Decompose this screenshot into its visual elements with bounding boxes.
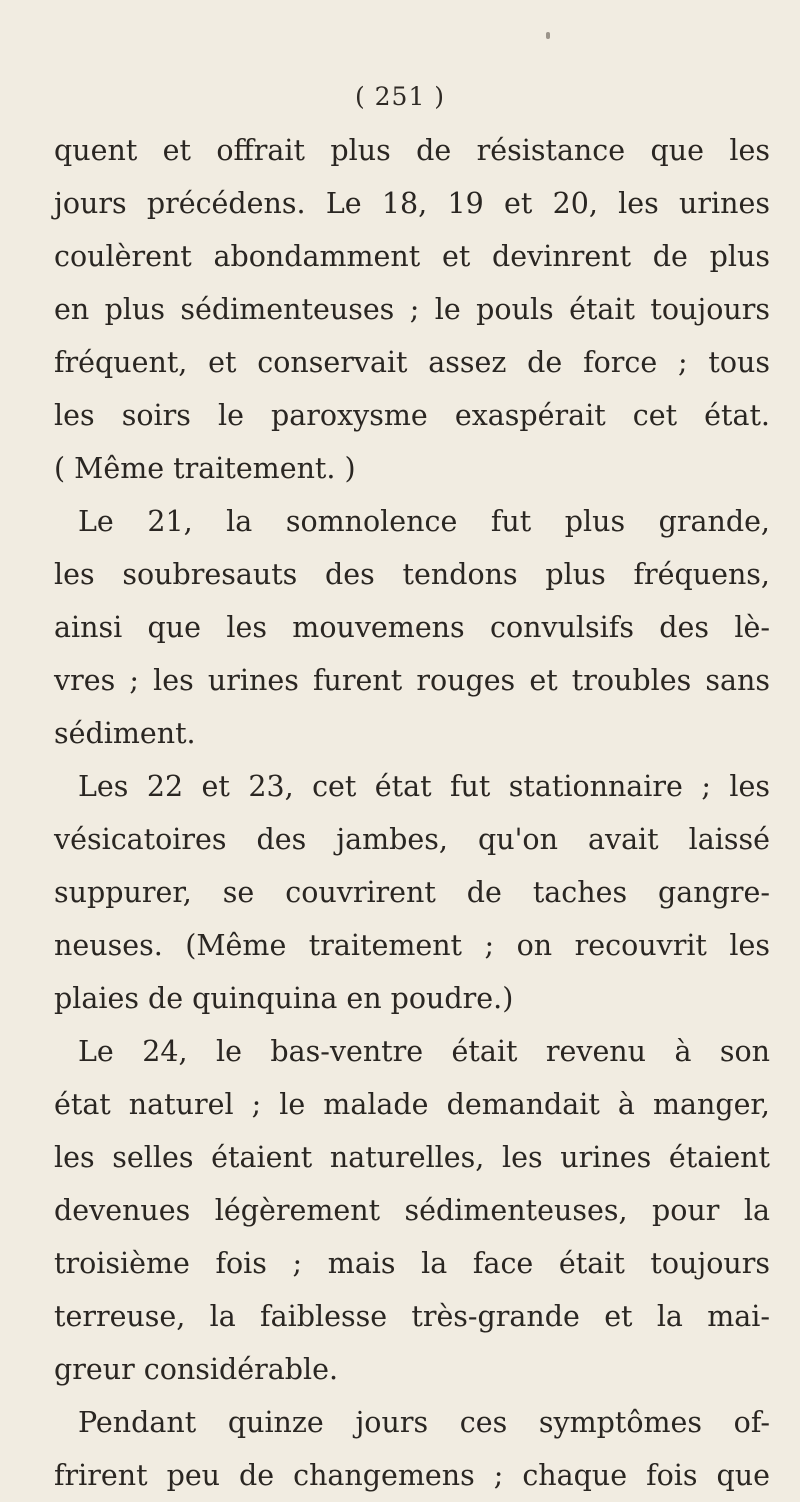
text-line: Le 24, le bas-ventre était revenu à son: [78, 1035, 770, 1068]
text-line: ainsi que les mouvemens convulsifs des lè-: [54, 611, 770, 644]
text-line: neuses. (Même traitement ; on recouvrit les: [54, 929, 770, 962]
text-line: vres ; les urines furent rouges et troubles sans: [54, 664, 770, 697]
body-text: [54, 124, 770, 1502]
text-line: les soirs le paroxysme exaspérait cet état.: [54, 399, 770, 432]
text-line: fréquent, et conservait assez de force ; tous: [54, 346, 770, 379]
text-line: Les 22 et 23, cet état fut stationnaire ; les: [78, 770, 770, 803]
text-line: en plus sédimenteuses ; le pouls était toujours: [54, 293, 770, 326]
text-line: greur considérable.: [54, 1353, 338, 1386]
text-line: frirent peu de changemens ; chaque fois que: [54, 1459, 770, 1492]
text-line: coulèrent abondamment et devinrent de plus: [54, 240, 770, 273]
text-line: les selles étaient naturelles, les urines étaient: [54, 1141, 770, 1174]
text-line: les soubresauts des tendons plus fréquens,: [54, 558, 770, 591]
text-line: quent et offrait plus de résistance que les: [54, 134, 770, 167]
text-line: troisième fois ; mais la face était toujours: [54, 1247, 770, 1280]
text-line: état naturel ; le malade demandait à manger,: [54, 1088, 770, 1121]
text-line: sédiment.: [54, 717, 196, 750]
text-line: Pendant quinze jours ces symptômes of-: [78, 1406, 770, 1439]
ink-speck: [546, 32, 550, 39]
text-line: ( Même traitement. ): [54, 452, 356, 485]
text-line: plaies de quinquina en poudre.): [54, 982, 514, 1015]
text-line: suppurer, se couvrirent de taches gangre-: [54, 876, 770, 909]
page-number: ( 251 ): [354, 82, 446, 111]
text-line: vésicatoires des jambes, qu'on avait laissé: [54, 823, 770, 856]
text-line: Le 21, la somnolence fut plus grande,: [78, 505, 770, 538]
text-line: terreuse, la faiblesse très-grande et la mai-: [54, 1300, 770, 1333]
text-line: devenues légèrement sédimenteuses, pour la: [54, 1194, 770, 1227]
text-line: jours précédens. Le 18, 19 et 20, les urines: [54, 187, 770, 220]
